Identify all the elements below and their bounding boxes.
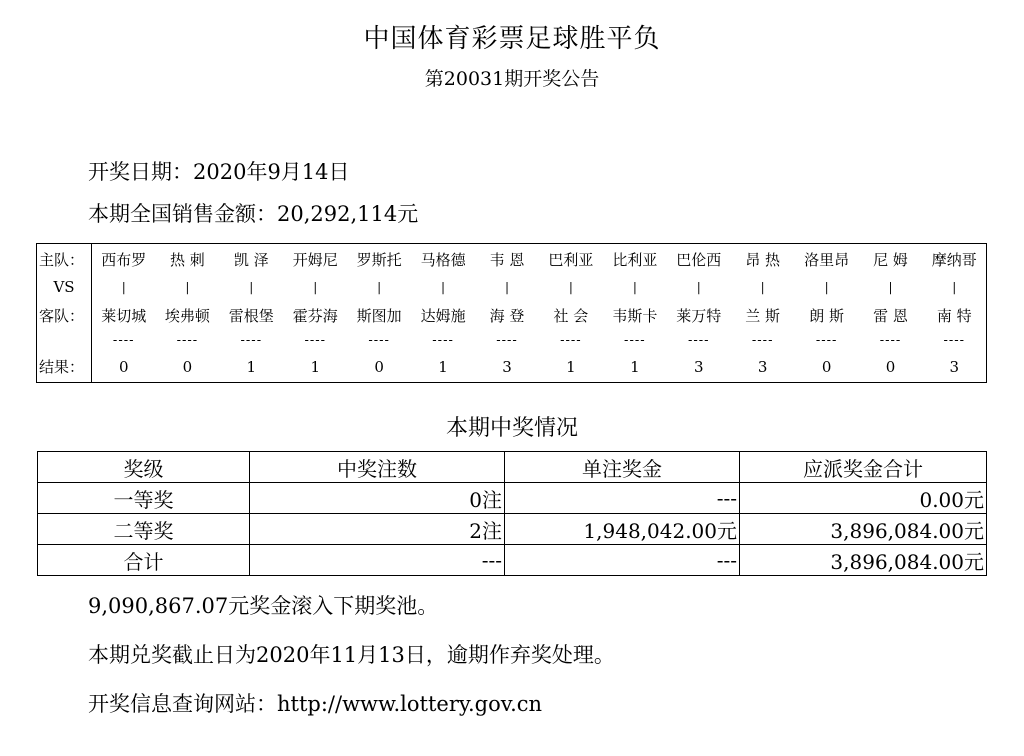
home-team: 摩纳哥	[931, 250, 977, 269]
prize-table	[37, 451, 987, 576]
home-label: 主队：	[37, 244, 92, 275]
home-team: 罗斯托	[356, 250, 402, 269]
home-team: 比利亚	[612, 250, 658, 269]
dash-separator: ----	[687, 333, 710, 349]
match-result: 1	[566, 357, 576, 376]
result-row	[37, 352, 987, 383]
vs-separator: |	[185, 280, 190, 295]
vs-separator: |	[377, 280, 382, 295]
match-result: 1	[630, 357, 640, 376]
away-team: 霍芬海	[292, 306, 338, 325]
match-result: 0	[821, 357, 832, 376]
issue-subtitle: 第20031期开奖公告	[424, 68, 600, 90]
match-result: 1	[246, 357, 257, 376]
match-result: 3	[757, 357, 768, 376]
winning-count: ---	[250, 545, 505, 576]
away-team: 雷根堡	[228, 306, 274, 325]
dash-separator: ----	[176, 333, 199, 349]
match-result: 0	[182, 357, 193, 376]
result-label: 结果：	[37, 352, 92, 383]
vs-separator: |	[888, 280, 893, 295]
match-result: 1	[438, 357, 448, 376]
website-note: 开奖信息查询网站：http://www.lottery.gov.cn	[88, 692, 543, 716]
match-result: 1	[310, 357, 320, 376]
match-table	[36, 243, 987, 383]
match-result: 0	[374, 357, 384, 376]
match-result: 3	[502, 357, 512, 376]
vs-row	[37, 274, 987, 300]
prize-level: 一等奖	[38, 483, 250, 514]
prize-level: 合计	[38, 545, 250, 576]
away-team: 南 特	[936, 306, 972, 325]
home-team: 凯 泽	[233, 250, 269, 269]
page-title: 中国体育彩票足球胜平负	[363, 24, 661, 54]
prize-header-row	[38, 452, 987, 483]
winning-count: 2注	[250, 514, 505, 545]
vs-separator: |	[249, 280, 254, 295]
vs-separator: |	[313, 280, 318, 295]
away-team: 达姆施	[420, 306, 466, 325]
away-team: 社 会	[553, 306, 589, 325]
dash-separator: ----	[304, 333, 327, 349]
header-prize-level: 奖级	[38, 452, 250, 483]
away-team: 雷 恩	[873, 306, 908, 325]
draw-date: 开奖日期：2020年9月14日	[88, 160, 350, 184]
match-result: 3	[693, 357, 704, 376]
unit-prize: ---	[505, 483, 740, 514]
prize-row-first	[38, 483, 987, 514]
unit-prize: 1,948,042.00元	[505, 514, 740, 545]
vs-separator: |	[952, 280, 957, 295]
away-team-row	[37, 300, 987, 330]
dash-separator: ----	[112, 333, 135, 349]
dash-row	[37, 330, 987, 351]
winning-count: 0注	[250, 483, 505, 514]
match-result: 0	[885, 357, 896, 376]
home-team: 洛里昂	[804, 250, 850, 269]
away-team: 斯图加	[356, 306, 402, 325]
dash-separator: ----	[751, 333, 774, 349]
dash-separator: ----	[240, 333, 263, 349]
vs-separator: |	[121, 280, 126, 295]
vs-separator: |	[441, 280, 446, 295]
away-team: 莱万特	[676, 306, 722, 325]
header-winning-count: 中奖注数	[250, 452, 505, 483]
prize-row-total	[38, 545, 987, 576]
vs-label: VS	[37, 274, 92, 300]
home-team: 巴利亚	[548, 250, 594, 269]
total-prize: 3,896,084.00元	[740, 514, 987, 545]
dash-separator: ----	[368, 333, 390, 349]
home-team-row	[37, 244, 987, 275]
dash-separator: ----	[624, 333, 646, 349]
away-label: 客队：	[37, 300, 92, 330]
home-team: 西布罗	[101, 250, 147, 269]
sales-amount: 本期全国销售金额：20,292,114元	[88, 202, 419, 226]
header-unit-prize: 单注奖金	[505, 452, 740, 483]
total-prize: 3,896,084.00元	[740, 545, 987, 576]
away-team: 海 登	[489, 306, 525, 325]
home-team: 热 刺	[169, 250, 205, 269]
prize-level: 二等奖	[38, 514, 250, 545]
home-team: 韦 恩	[489, 250, 525, 269]
dash-separator: ----	[560, 333, 582, 349]
match-result: 0	[118, 357, 129, 376]
deadline-note: 本期兑奖截止日为2020年11月13日，逾期作弃奖处理。	[88, 643, 615, 667]
away-team: 兰 斯	[745, 306, 781, 325]
dash-separator: ----	[879, 333, 902, 349]
unit-prize: ---	[505, 545, 740, 576]
prize-row-second	[38, 514, 987, 545]
match-result: 3	[949, 357, 960, 376]
dash-separator: ----	[815, 333, 838, 349]
vs-separator: |	[696, 280, 701, 295]
vs-separator: |	[568, 280, 573, 295]
dash-separator: ----	[943, 333, 966, 349]
away-team: 埃弗顿	[164, 306, 210, 325]
prize-section-title: 本期中奖情况	[445, 416, 578, 441]
dash-separator: ----	[496, 333, 518, 349]
vs-separator: |	[504, 280, 510, 295]
home-team: 马格德	[420, 250, 466, 269]
vs-separator: |	[632, 280, 637, 295]
rollover-note: 9,090,867.07元奖金滚入下期奖池。	[88, 594, 439, 618]
away-team: 韦斯卡	[612, 306, 658, 325]
header-total-prize: 应派奖金合计	[740, 452, 987, 483]
vs-separator: |	[824, 280, 829, 295]
home-team: 开姆尼	[292, 250, 338, 269]
home-team: 巴伦西	[676, 250, 722, 269]
dash-separator: ----	[432, 333, 454, 349]
home-team: 尼 姆	[873, 250, 908, 269]
total-prize: 0.00元	[740, 483, 987, 514]
vs-separator: |	[760, 280, 765, 295]
away-team: 莱切城	[101, 306, 147, 325]
away-team: 朗 斯	[809, 306, 844, 325]
home-team: 昂 热	[745, 250, 781, 269]
